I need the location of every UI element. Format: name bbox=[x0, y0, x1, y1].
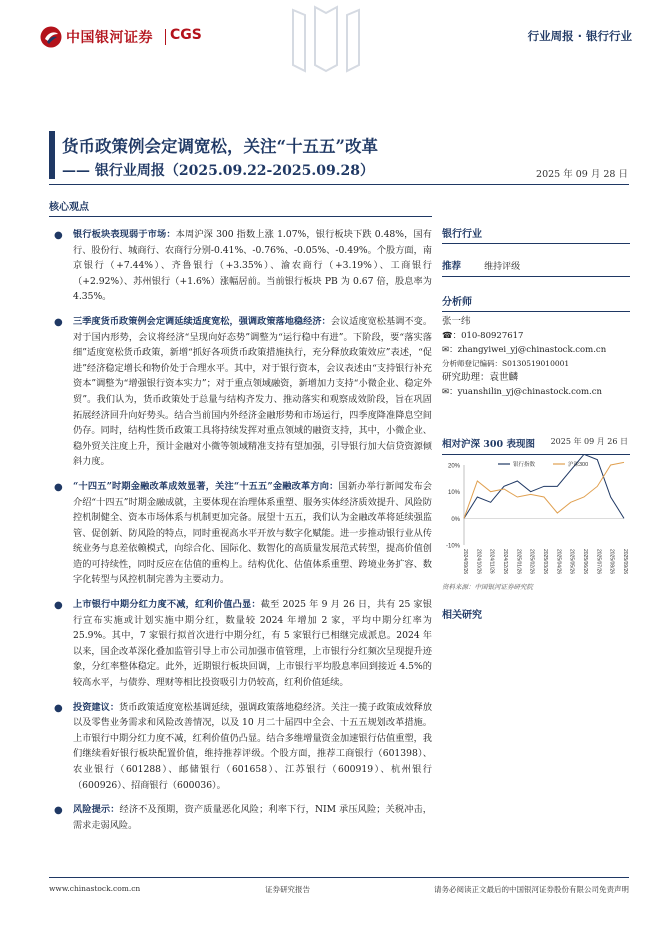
logo-divider bbox=[165, 29, 166, 45]
x-tick-label: 2025/04/26 bbox=[555, 549, 562, 575]
series-line bbox=[464, 455, 624, 518]
bullet-icon: ● bbox=[54, 805, 63, 817]
core-view-lead: 三季度货币政策例会定调延续适度宽松，强调政策落地稳经济： bbox=[73, 315, 331, 327]
y-tick-label: 20% bbox=[447, 463, 460, 470]
core-view-item bbox=[49, 479, 432, 588]
page-title: 货币政策例会定调宽松，关注“十五五”改革 bbox=[62, 137, 378, 156]
sidebar bbox=[442, 225, 630, 399]
report-type-label: 行业周报 · 银行行业 bbox=[527, 29, 632, 43]
y-tick-label: 10% bbox=[447, 490, 460, 497]
x-tick-label: 2025/01/26 bbox=[515, 549, 522, 575]
footer-disclaimer: 请务必阅读正文最后的中国银河证券股份有限公司免责声明 bbox=[434, 885, 629, 894]
core-view-lead: 银行板块表现弱于市场： bbox=[73, 229, 176, 240]
title-accent-bar bbox=[49, 131, 55, 179]
footer-divider bbox=[49, 877, 629, 878]
legend-label: 沪深300 bbox=[568, 462, 589, 468]
bullet-icon: ● bbox=[54, 702, 63, 714]
x-tick-label: 2025/08/26 bbox=[608, 549, 615, 575]
analyst-phone: ☎：010-80927617 bbox=[442, 331, 524, 341]
assistant-email[interactable]: ✉：yuanshilin_yj@chinastock.com.cn bbox=[442, 387, 602, 397]
watermark-logo-icon bbox=[285, 5, 367, 75]
core-view-text: 截至 2025 年 9 月 26 日，共有 25 家银行宣布实施或计划实施中期分红，数量较 2024 年增加 2 家，平均中期分红率为 25.9%。其中，7 家银行拟首次进行中期分红，有 5 家银行已相继完成派息。2024 年以来，国企改革深化叠加监管引导上市公司加强市值管理，上市银行分红频次呈现提升迹象，分红率整体稳定。此外，近期银行板块回调，上市银行平均股息率回到接近 4.5%的较高水平，与债券、理财等相比投资吸引力仍较高，红利价值延续。 bbox=[73, 599, 432, 689]
rating-row bbox=[442, 254, 630, 277]
core-views-heading: 核心观点 bbox=[49, 198, 432, 217]
x-tick-label: 2024/12/26 bbox=[502, 549, 508, 575]
title-divider bbox=[49, 184, 629, 185]
core-view-item bbox=[49, 227, 432, 305]
analyst-name: 张一纬 bbox=[442, 316, 471, 327]
core-view-lead: 投资建议： bbox=[73, 701, 120, 713]
x-tick-label: 2025/02/26 bbox=[528, 549, 535, 575]
bullet-icon: ● bbox=[54, 600, 63, 612]
bullet-icon: ● bbox=[54, 230, 63, 241]
footer-center-label: 证券研究报告 bbox=[265, 885, 310, 894]
assistant-heading: 研究助理：袁世麟 bbox=[442, 372, 519, 383]
chart-source: 资料来源：中国银河证券研究院 bbox=[442, 583, 533, 591]
core-views-section bbox=[49, 198, 432, 842]
core-view-text: 本周沪深 300 指数上涨 1.07%，银行板块下跌 0.48%，国有行、股份行、城商行、农商行分别-0.41%、-0.76%、-0.05%、-0.49%。个股方面，南京银行（+7.44%）、齐鲁银行（+3.35%）、渝农商行（+3.19%）、工商银行（+2.92%）、苏州银行（+1.6%）涨幅居前。当前银行板块 PB 为 0.67 倍，股息率为 4.35%。 bbox=[73, 229, 432, 303]
chart-date: 2025 年 09 月 26 日 bbox=[550, 437, 628, 446]
x-tick-label: 2025/03/26 bbox=[542, 549, 548, 575]
core-view-lead: 上市银行中期分红力度不减，红利价值凸显： bbox=[73, 599, 261, 611]
logo-text-en: CGS bbox=[170, 27, 202, 43]
analyst-heading: 分析师 bbox=[442, 293, 630, 312]
x-tick-label: 2024/09/26 bbox=[462, 549, 468, 575]
relative-performance-chart bbox=[438, 455, 630, 585]
page-subtitle: —— 银行业周报（2025.09.22-2025.09.28） bbox=[62, 163, 375, 179]
bullet-icon: ● bbox=[54, 316, 63, 328]
core-view-item bbox=[49, 597, 432, 691]
y-tick-label: -10% bbox=[445, 543, 460, 550]
x-tick-label: 2025/09/26 bbox=[622, 549, 628, 575]
legend-label: 银行指数 bbox=[513, 462, 536, 468]
analyst-email[interactable]: ✉：zhangyiwei_yj@chinastock.com.cn bbox=[442, 345, 607, 355]
core-view-item bbox=[49, 314, 432, 470]
core-view-item bbox=[49, 700, 432, 794]
x-tick-label: 2025/05/26 bbox=[568, 549, 575, 575]
rating-label: 推荐 bbox=[442, 261, 462, 272]
page-header bbox=[0, 0, 662, 80]
x-tick-label: 2025/07/26 bbox=[595, 549, 602, 575]
footer-website[interactable]: www.chinastock.com.cn bbox=[49, 884, 141, 893]
bullet-icon: ● bbox=[54, 481, 63, 493]
core-view-lead: “十四五”时期金融改革成效显著，关注“十五五”金融改革方向： bbox=[73, 480, 339, 492]
core-view-lead: 风险提示： bbox=[73, 804, 120, 816]
related-research-heading: 相关研究 bbox=[442, 610, 482, 621]
cgs-logo-icon bbox=[40, 26, 62, 48]
core-view-item bbox=[49, 802, 432, 833]
core-views-list bbox=[49, 227, 432, 833]
core-view-text: 经济不及预期，资产质量恶化风险；利率下行，NIM 承压风险；关税冲击，需求走弱风险。 bbox=[73, 804, 432, 831]
y-tick-label: 0% bbox=[451, 516, 460, 523]
core-view-text: 国新办举行新闻发布会介绍“十四五”时期金融成就，主要体现在治理体系重塑、服务实体经济质效提升、风险防控机制健全、资本市场体系与机制更加完备。展望十五五，我们认为金融改革将延续强监管、促创新、防风险的特点，同时重视高水平开放与数字化赋能。进一步推动银行业从传统业务与息差依赖模式，向综合化、国际化、数智化的高质量发展范式转型，提高价值创造的可持续性，同时反应在估值的重构上。结构优化、估值体系重塑、跨境业务扩容、数字化转型与风控机制完善为主要动力。 bbox=[73, 480, 432, 586]
analyst-cert: 分析师登记编码：S0130519010001 bbox=[442, 359, 570, 368]
chart-title: 相对沪深 300 表现图 bbox=[442, 439, 535, 450]
x-tick-label: 2024/10/26 bbox=[475, 549, 482, 575]
x-tick-label: 2025/06/26 bbox=[582, 549, 588, 575]
core-view-text: 货币政策适度宽松基调延续，强调政策落地稳经济。关注一揽子政策成效释放以及零售业务需求和风险改善情况，以及 10 月二十届四中全会、十五五规划改革措施。上市银行中期分红力度不减，红利价值仍凸显。结合多维增量资金加速银行估值重塑，我们继续看好银行板块配置价值，维持推荐评级。个股方面，推荐工商银行（601398）、农业银行（601288）、邮储银行（601658）、江苏银行（600919）、杭州银行（600926）、招商银行（600036）。 bbox=[73, 701, 433, 791]
series-line bbox=[464, 462, 624, 518]
rating-value: 维持评级 bbox=[484, 262, 521, 272]
logo-text-cn: 中国银河证券 bbox=[66, 30, 153, 46]
core-view-text: 会议适度宽松基调不变。对于国内形势，会议将经济“呈现向好态势”调整为“运行稳中有进”。下阶段，要“落实落细”适度宽松货币政策，新增“抓好各项货币政策措施执行，充分释放政策效应”表述，“促进”经济稳定增长和物价处于合理水平。其中，对于银行资本，会议表述由“支持银行补充资本”调整为“增强银行资本实力”；对于重点领域融资，新增加力支持“小微企业、稳定外贸”。我们认为，货币政策处于总量与结构齐发力、推动落实和观察成效阶段，旨在巩固拓展经济回升向好势头。结合当前国内外经济金融形势和市场运行，四季度降准降息空间仍存。同时，结构性货币政策工具将持续发挥对重点领域的融资支持，其中，小微企业、稳外贸关注度上升，预计金融对小微等领域精准支持有望加强，引导银行加大信贷资源倾斜力度。 bbox=[73, 315, 433, 468]
x-tick-label: 2024/11/26 bbox=[488, 549, 495, 574]
industry-heading: 银行行业 bbox=[442, 225, 630, 244]
chart-header bbox=[442, 432, 630, 455]
report-date: 2025 年 09 月 28 日 bbox=[536, 169, 628, 180]
